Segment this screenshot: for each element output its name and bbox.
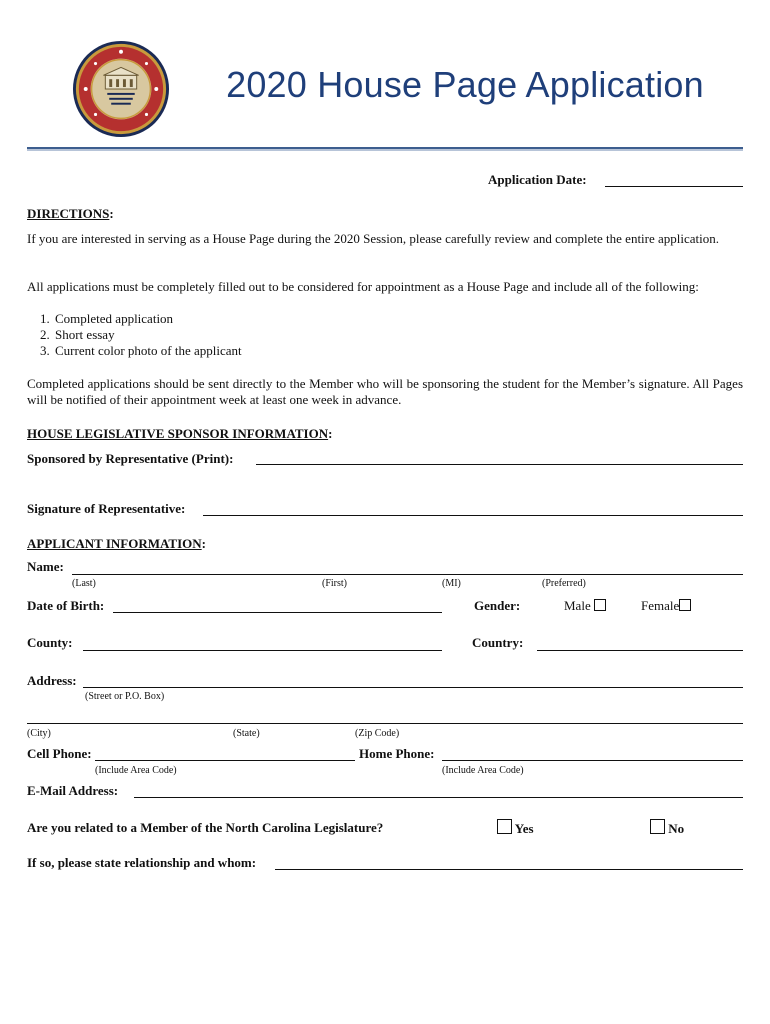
page-title: 2020 House Page Application — [226, 64, 704, 105]
street-field[interactable] — [83, 687, 743, 688]
yes-label: Yes — [514, 821, 534, 836]
directions-heading-colon: : — [109, 206, 114, 221]
name-preferred-hint: (Preferred) — [542, 578, 586, 589]
gender-label: Gender: — [474, 598, 521, 613]
country-field[interactable] — [537, 650, 743, 651]
male-label: Male — [564, 598, 591, 613]
cell-area-code-hint: (Include Area Code) — [95, 765, 177, 776]
related-question: Are you related to a Member of the North Carolina Legislature? — [27, 820, 384, 835]
list-item: 3. Current color photo of the applicant — [53, 343, 242, 359]
list-item: 2. Short essay — [53, 327, 242, 343]
application-date-field[interactable] — [605, 186, 743, 187]
list-item: 1. Completed application — [53, 311, 242, 327]
male-checkbox[interactable] — [594, 599, 606, 611]
signature-label: Signature of Representative: — [27, 501, 186, 516]
applicant-heading-colon: : — [201, 536, 207, 551]
directions-paragraph-3: Completed applications should be sent directly to the Member who will be sponsoring the student for the Member’s signature. All Pages will be notified of their appointment week at least one week in advance. — [27, 376, 743, 407]
cell-phone-label: Cell Phone: — [27, 746, 92, 761]
applicant-heading-text: APPLICANT INFORMATION — [27, 536, 202, 551]
directions-paragraph-2: All applications must be completely filled out to be considered for appointment as a House Page and include all of the following: — [27, 279, 699, 294]
city-state-zip-field[interactable] — [27, 723, 743, 724]
application-date-label: Application Date: — [488, 172, 587, 187]
directions-heading-text: DIRECTIONS — [27, 206, 110, 221]
name-label: Name: — [27, 559, 64, 574]
cell-phone-field[interactable] — [95, 760, 355, 761]
home-phone-label: Home Phone: — [359, 746, 435, 761]
home-area-code-hint: (Include Area Code) — [442, 765, 524, 776]
relationship-label: If so, please state relationship and whom: — [27, 855, 257, 870]
sponsor-heading-text: HOUSE LEGISLATIVE SPONSOR INFORMATION — [27, 426, 329, 441]
county-field[interactable] — [83, 650, 442, 651]
name-field[interactable] — [72, 574, 743, 575]
directions-heading — [27, 206, 114, 222]
name-first-hint: (First) — [322, 578, 347, 589]
sponsor-heading-colon: : — [328, 426, 333, 441]
country-label: Country: — [472, 635, 524, 650]
relationship-field[interactable] — [275, 869, 743, 870]
home-phone-field[interactable] — [442, 760, 743, 761]
name-mi-hint: (MI) — [442, 578, 461, 589]
gender-male-option[interactable] — [564, 598, 606, 614]
sponsor-heading — [27, 426, 332, 442]
city-hint: (City) — [27, 728, 51, 739]
street-hint: (Street or P.O. Box) — [85, 691, 165, 702]
email-field[interactable] — [134, 797, 743, 798]
no-label: No — [668, 821, 685, 836]
sponsored-by-field[interactable] — [256, 464, 743, 465]
county-label: County: — [27, 635, 73, 650]
requirements-list — [8, 311, 242, 359]
dob-field[interactable] — [113, 612, 442, 613]
gender-female-option[interactable] — [641, 598, 691, 614]
yes-checkbox[interactable] — [497, 819, 512, 834]
signature-field[interactable] — [203, 515, 743, 516]
related-yes-option[interactable] — [497, 819, 534, 837]
no-checkbox[interactable] — [650, 819, 665, 834]
related-no-option[interactable] — [650, 819, 684, 837]
header-divider — [27, 147, 743, 149]
dob-label: Date of Birth: — [27, 598, 105, 613]
state-hint: (State) — [233, 728, 260, 739]
female-checkbox[interactable] — [679, 599, 691, 611]
female-label: Female — [641, 598, 680, 613]
directions-paragraph-1: If you are interested in serving as a House Page during the 2020 Session, please carefully review and complete the entire application. — [27, 231, 720, 246]
email-label: E-Mail Address: — [27, 783, 119, 798]
zip-hint: (Zip Code) — [355, 728, 400, 739]
address-label: Address: — [27, 673, 77, 688]
applicant-heading — [27, 536, 206, 552]
sponsored-by-label: Sponsored by Representative (Print): — [27, 451, 234, 466]
name-last-hint: (Last) — [72, 578, 96, 589]
